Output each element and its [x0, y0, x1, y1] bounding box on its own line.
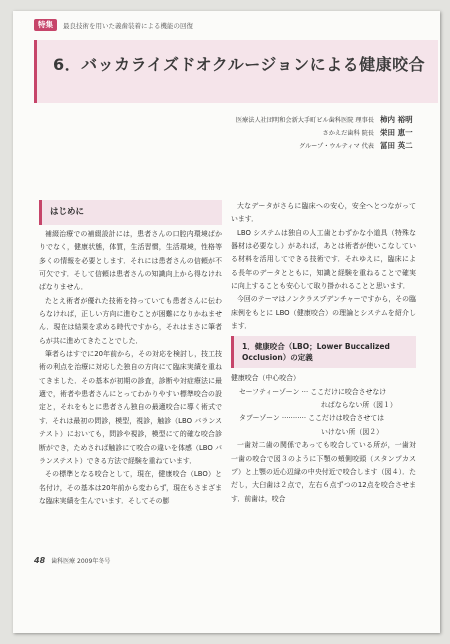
author-row	[236, 127, 414, 140]
definition-title: 健康咬合（中心咬合）	[231, 374, 300, 383]
zone-term: タブーゾーン ···········	[239, 414, 307, 423]
running-title: 最良技術を用いた義歯装着による機能の回復	[63, 21, 193, 30]
author-name: 柿内 裕明	[380, 115, 413, 124]
intro-paragraph: 筆者らはすでに20年前から，その対応を検討し，技工技術の利点を治療に対応した独自の方向にて臨床実績を重ねてきました．その基本が初期の診査，診断や対症療法に最適で，術者や患者さんにとってわかりやすい標準咬合の設定と，それをもとに患者さん独自の最適咬合に導く術式です．それは最初の問診，模型，視診，触診（LBO バランステスト）においても，問診や視診，模型にて的確な咬合診断ができ，ためされば触診にて咬合の違いを体感（LBO バランステスト）できる方法で経験を重ねています．	[39, 350, 222, 465]
zone-row	[231, 386, 416, 399]
intro-paragraph: 補綴治療での補綴設計には，患者さんの口腔内環境ばかりでなく，健康状態，体質，生活習慣，生活環境，性格等多くの情報を必要とします．それには患者さんの信頼が不可欠です．そして信頼は患者さんの知識向上から得なければなりません．	[39, 230, 222, 292]
article-title: 6．バッカライズドオクルージョンによる健康咬合	[53, 55, 426, 74]
author-row	[236, 140, 414, 153]
section-heading: 1．健康咬合（LBO；Lower Buccalized Occlusion）の定義	[231, 336, 416, 368]
author-name: 栄田 恵一	[380, 128, 413, 137]
zone-term: セーフティーゾーン ···	[239, 387, 309, 396]
page-footer	[34, 556, 110, 565]
intro-paragraph: その標準となる咬合として，現在，健康咬合（LBO）と名付け，その基本は20年前から変わらず，現在もさまざまな臨床実績を生んでいます．そしてその膨	[39, 470, 222, 505]
author-name: 冨田 英二	[380, 141, 413, 150]
running-header	[34, 18, 193, 32]
author-affiliation: 医療法人社団明和会新大手町ビル歯科医院 理事長	[235, 117, 374, 124]
body-paragraph: LBO システムは独自の人工歯とわずかな小道具（特殊な器材は必要なし）があれば，あとは術者が使いこなしている材料を活用してできる技術です．それゆえに，臨床による長年のデータとともに，知識と経験を重ねることで確実に向上することも安心して取り掛かれることと思います．	[231, 228, 416, 291]
author-row	[236, 114, 414, 127]
intro-heading: はじめに	[39, 200, 222, 225]
body-paragraph: 今回のテーマはノンクラスプデンチャーですから，その臨床例をもとに LBO（健康咬合）の理論とシステムを紹介します．	[231, 295, 416, 331]
zone-row	[231, 412, 416, 425]
page-number: 48	[34, 556, 46, 565]
zone-description: ここだけは咬合させては	[308, 414, 385, 423]
intro-paragraph: たとえ術者が優れた技術を持っていても患者さんに伝わらなければ，正しい方向に進むことが困難になりかねません．現在は結果を求める時代ですから，それはまさに筆者らが共に進めてきたことでした．	[39, 296, 222, 345]
journal-page	[13, 11, 440, 633]
zone-description-continued: ればならない所（図１）	[321, 401, 397, 410]
zone-description-continued: いけない所（図２）	[321, 427, 384, 436]
author-affiliation: さかえだ歯科 院長	[322, 130, 374, 137]
author-list	[236, 114, 414, 153]
title-banner	[34, 40, 438, 103]
zone-description: ここだけに咬合させなけ	[310, 387, 387, 396]
right-column	[231, 200, 416, 506]
author-affiliation: グループ・ウルティマ 代表	[298, 143, 374, 150]
body-paragraph: 一歯対二歯の関係であっても咬合している所が，一歯対一歯の咬合で図３のように下顎の頬側咬頭（スタンプカスプ）と上顎の近心辺縁の中央付近で咬合します（図４）．ただし，大臼歯は２点で，左右６点ずつの12点を咬合させます．前歯は，咬合	[231, 441, 416, 503]
feature-badge: 特集	[34, 19, 57, 31]
left-column	[39, 200, 222, 508]
journal-name: 歯科医療 2009年冬号	[51, 558, 111, 565]
body-paragraph: 大なデータがさらに臨床への安心，安全へとつながっています．	[231, 202, 416, 224]
